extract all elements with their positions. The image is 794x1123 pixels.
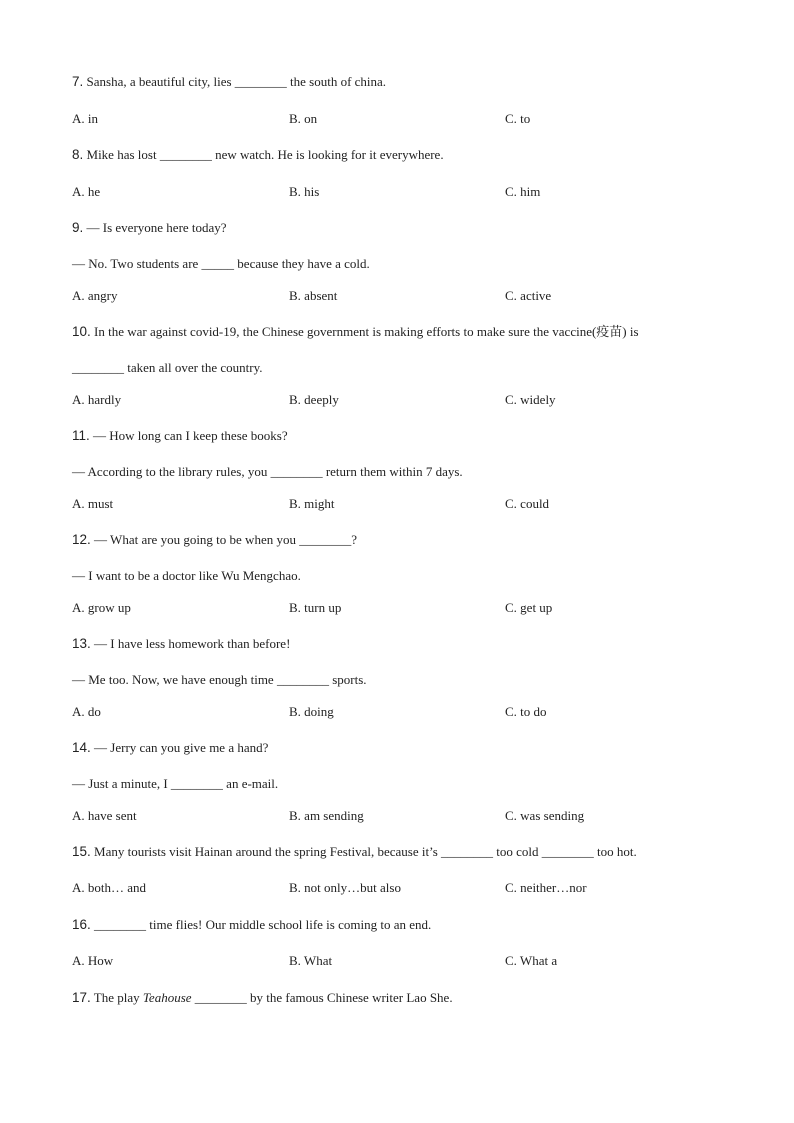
- question-13: [72, 636, 290, 652]
- option-b: B. not only…but also: [289, 880, 401, 895]
- option-a: A. grow up: [72, 600, 131, 615]
- question-number: 11.: [72, 428, 90, 443]
- option-b: B. turn up: [289, 600, 342, 615]
- question-14: [72, 740, 268, 756]
- question-text-italic: Teahouse: [142, 990, 192, 1005]
- option-c: C. active: [505, 288, 552, 303]
- question-text: — Is everyone here today?: [86, 220, 227, 235]
- question-number: 9.: [72, 220, 84, 235]
- question-7: [72, 74, 386, 90]
- question-text-post: ________ by the famous Chinese writer Lao She.: [191, 990, 453, 1005]
- question-number: 13.: [72, 636, 91, 651]
- option-c: C. to: [505, 111, 531, 126]
- question-line-2: — Me too. Now, we have enough time ________ sports.: [72, 672, 367, 687]
- question-text: Sansha, a beautiful city, lies ________ the south of china.: [86, 74, 387, 89]
- question-number: 7.: [72, 74, 84, 89]
- option-a: A. in: [72, 111, 98, 126]
- option-c: C. him: [505, 184, 541, 199]
- option-b: B. deeply: [289, 392, 339, 407]
- option-c: C. get up: [505, 600, 553, 615]
- question-line-2: ________ taken all over the country.: [72, 360, 263, 375]
- option-c: C. neither…nor: [505, 880, 587, 895]
- option-c: C. widely: [505, 392, 556, 407]
- question-number: 16.: [72, 917, 91, 932]
- question-number: 14.: [72, 740, 91, 755]
- option-a: A. must: [72, 496, 114, 511]
- option-a: A. hardly: [72, 392, 122, 407]
- question-line-2: — No. Two students are _____ because they have a cold.: [72, 256, 370, 271]
- question-line-2: — I want to be a doctor like Wu Mengchao.: [72, 568, 301, 583]
- option-b: B. am sending: [289, 808, 364, 823]
- question-12: [72, 532, 357, 548]
- option-b: B. his: [289, 184, 320, 199]
- question-text: In the war against covid-19, the Chinese government is making efforts to make sure the vaccine(疫苗) is: [94, 324, 639, 339]
- question-text: ________ time flies! Our middle school life is coming to an end.: [94, 917, 432, 932]
- option-a: A. both… and: [72, 880, 147, 895]
- option-a: A. How: [72, 953, 114, 968]
- question-15: [72, 844, 637, 860]
- option-c: C. could: [505, 496, 550, 511]
- question-number: 10.: [72, 324, 91, 339]
- option-b: B. doing: [289, 704, 334, 719]
- question-line-2: — Just a minute, I ________ an e-mail.: [72, 776, 279, 791]
- question-text: — Jerry can you give me a hand?: [94, 740, 269, 755]
- option-b: B. might: [289, 496, 335, 511]
- question-line-2: — According to the library rules, you ________ return them within 7 days.: [72, 464, 463, 479]
- option-a: A. have sent: [72, 808, 137, 823]
- question-text: — I have less homework than before!: [94, 636, 291, 651]
- question-11: [72, 428, 288, 444]
- question-number: 8.: [72, 147, 84, 162]
- question-number: 12.: [72, 532, 91, 547]
- question-text: Mike has lost ________ new watch. He is looking for it everywhere.: [86, 147, 444, 162]
- question-number: 17.: [72, 990, 91, 1005]
- question-10: [72, 324, 639, 340]
- option-a: A. do: [72, 704, 101, 719]
- option-b: B. on: [289, 111, 318, 126]
- question-text: — What are you going to be when you ________?: [94, 532, 357, 547]
- question-number: 15.: [72, 844, 91, 859]
- option-a: A. he: [72, 184, 101, 199]
- option-b: B. absent: [289, 288, 338, 303]
- question-text: Many tourists visit Hainan around the spring Festival, because it’s ________ too cold ________ too hot.: [94, 844, 637, 859]
- option-c: C. What a: [505, 953, 558, 968]
- question-text-pre: The play: [93, 990, 143, 1005]
- question-16: [72, 917, 431, 933]
- option-b: B. What: [289, 953, 333, 968]
- option-c: C. to do: [505, 704, 547, 719]
- question-text: — How long can I keep these books?: [93, 428, 288, 443]
- option-c: C. was sending: [505, 808, 585, 823]
- question-9: [72, 220, 227, 236]
- question-17: [72, 990, 453, 1006]
- question-8: [72, 147, 444, 163]
- option-a: A. angry: [72, 288, 118, 303]
